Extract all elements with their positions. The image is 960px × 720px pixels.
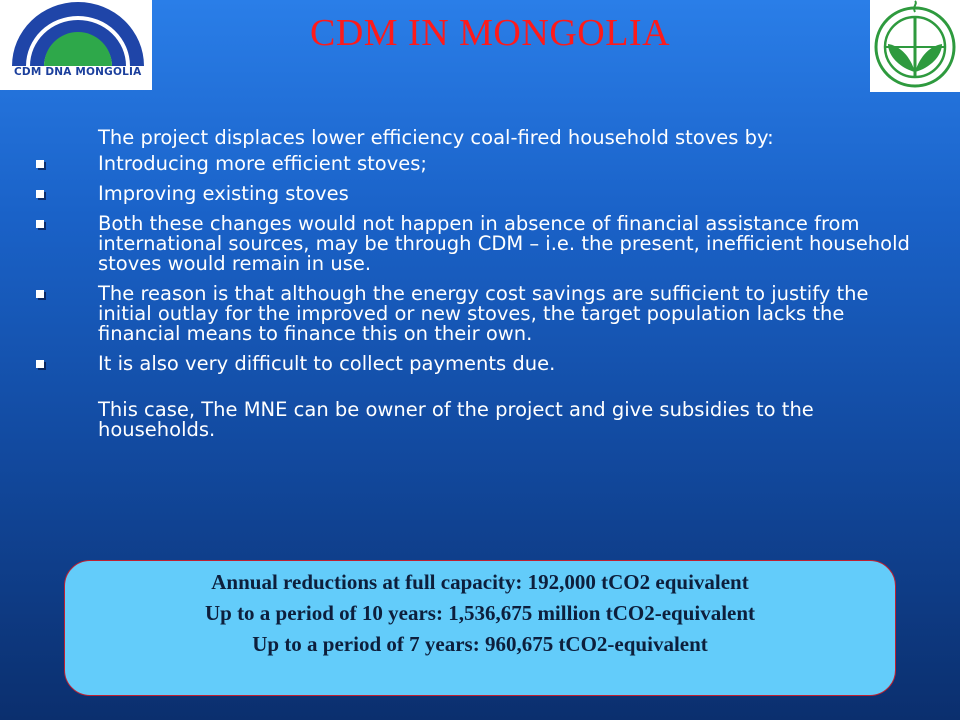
ten-year-line: Up to a period of 10 years: 1,536,675 million tCO2-equivalent xyxy=(204,601,756,625)
square-bullet-icon xyxy=(36,160,44,168)
bullet-list xyxy=(40,154,920,374)
bullet-item xyxy=(40,184,920,204)
bullet-text: Both these changes would not happen in absence of financial assistance from international sources, may be through CDM – i.e. the present, inefficient household stoves would remain in use. xyxy=(98,212,910,275)
bullet-item xyxy=(40,354,920,374)
bullet-item xyxy=(40,284,920,344)
emission-reductions-box xyxy=(64,560,896,696)
cdm-dna-logo xyxy=(0,0,152,90)
annual-reduction-line: Annual reductions at full capacity: 192,000 tCO2 equivalent xyxy=(211,570,749,594)
slide-body xyxy=(40,128,920,440)
square-bullet-icon xyxy=(36,290,44,298)
seven-year-line: Up to a period of 7 years: 960,675 tCO2-equivalent xyxy=(252,632,708,656)
square-bullet-icon xyxy=(36,220,44,228)
ministry-emblem xyxy=(870,0,960,92)
bullet-item xyxy=(40,214,920,274)
bullet-text: It is also very difficult to collect payments due. xyxy=(98,352,556,375)
bullet-item xyxy=(40,154,920,174)
slide-title: CDM IN MONGOLIA xyxy=(309,12,671,54)
globe-leaf-icon xyxy=(870,0,960,92)
intro-text: The project displaces lower efficiency coal-fired household stoves by: xyxy=(98,126,774,149)
bullet-text: Improving existing stoves xyxy=(98,182,349,205)
bullet-text: The reason is that although the energy cost savings are sufficient to justify the initial outlay for the improved or new stoves, the target population lacks the financial means to finance this on their own. xyxy=(98,282,869,345)
square-bullet-icon xyxy=(36,190,44,198)
closing-text: This case, The MNE can be owner of the project and give subsidies to the households. xyxy=(98,398,814,441)
bullet-text: Introducing more efficient stoves; xyxy=(98,152,427,175)
square-bullet-icon xyxy=(36,360,44,368)
logo-text: CDM DNA MONGOLIA xyxy=(14,66,142,78)
